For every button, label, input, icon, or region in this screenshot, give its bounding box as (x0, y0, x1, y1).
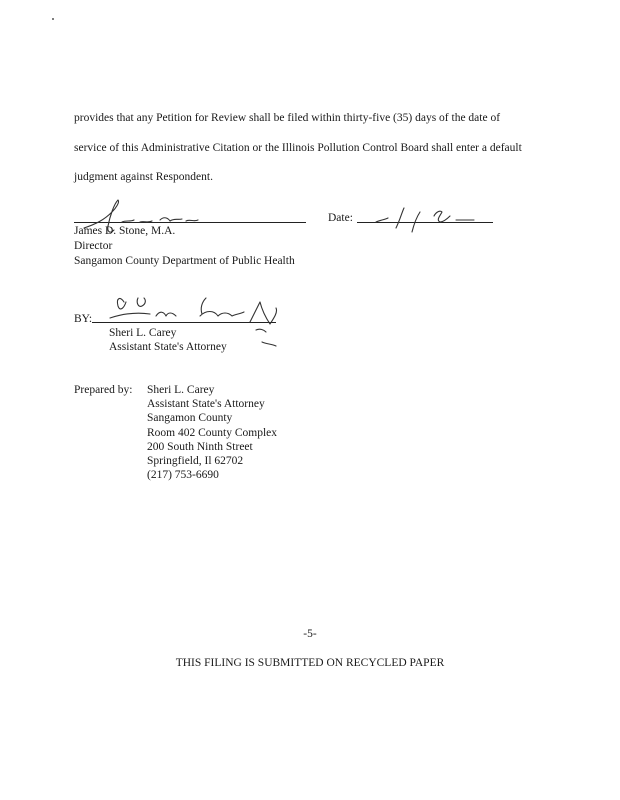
prepared-by-line: Sangamon County (147, 412, 233, 424)
date-label: Date: (328, 212, 353, 224)
attorney-title: Assistant State's Attorney (109, 341, 227, 353)
recycled-paper-footer: THIS FILING IS SUBMITTED ON RECYCLED PAPER (175, 657, 445, 669)
attorney-name: Sheri L. Carey (109, 327, 177, 339)
director-organization: Sangamon County Department of Public Health (74, 255, 295, 267)
prepared-by-line: Sheri L. Carey (147, 384, 215, 396)
prepared-by-line: Room 402 County Complex (147, 427, 278, 439)
scan-speck (52, 18, 54, 20)
page-number: -5- (303, 628, 317, 640)
by-label: BY: (74, 313, 93, 325)
body-line-2: service of this Administrative Citation or the Illinois Pollution Control Board shall enter a default (74, 142, 522, 154)
director-title: Director (74, 240, 113, 252)
date-handwriting-image (356, 198, 496, 238)
body-line-1: provides that any Petition for Review shall be filed within thirty-five (35) days of the date of (74, 112, 501, 124)
prepared-by-line: (217) 753-6690 (147, 469, 219, 481)
prepared-by-line: Springfield, Il 62702 (147, 455, 244, 467)
prepared-by-line: 200 South Ninth Street (147, 441, 253, 453)
prepared-by-line: Assistant State's Attorney (147, 398, 265, 410)
body-line-3: judgment against Respondent. (74, 171, 213, 183)
director-name: James D. Stone, M.A. (74, 225, 176, 237)
prepared-by-label: Prepared by: (74, 384, 133, 396)
